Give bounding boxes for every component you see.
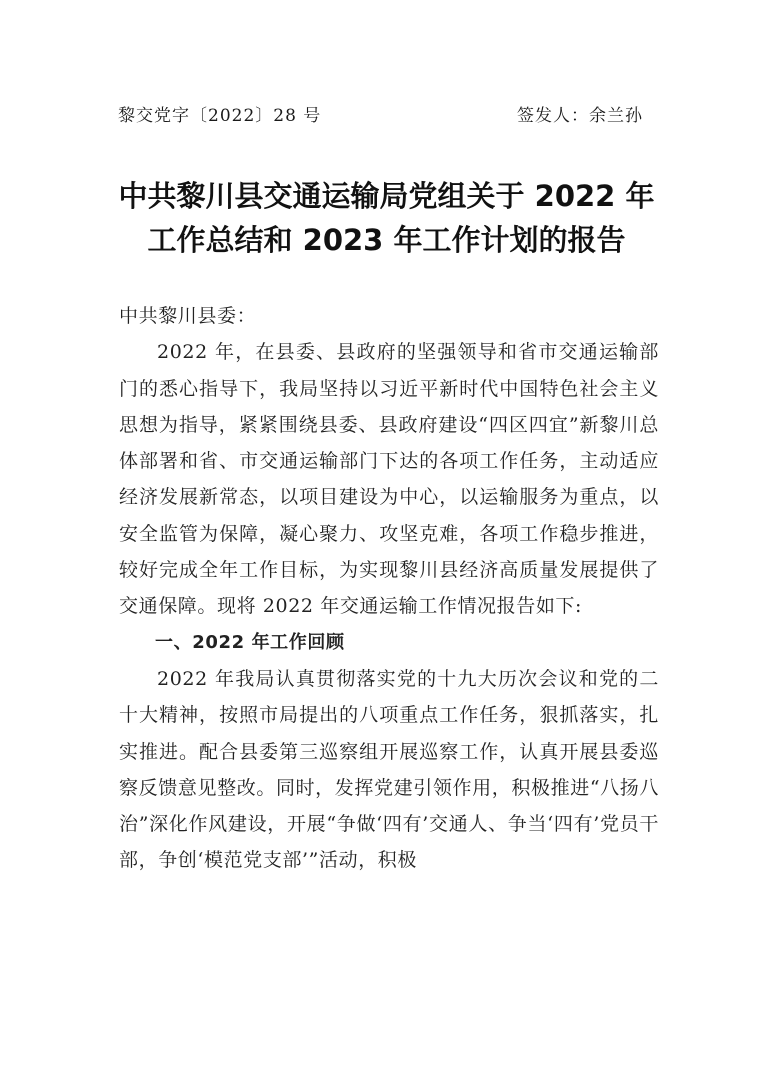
intro-paragraph: 2022 年，在县委、县政府的坚强领导和省市交通运输部门的悉心指导下，我局坚持以习近平新时代中国特色社会主义思想为指导，紧紧围绕县委、县政府建设“四区四宜”新黎川总体部署和省、市交通运输部门下达的各项工作任务，主动适应经济发展新常态，以项目建设为中心，以运输服务为重点，以安全监管为保障，凝心聚力、攻坚克难，各项工作稳步推进，较好完成全年工作目标，为实现黎川县经济高质量发展提供了交通保障。现将 2022 年交通运输工作情况报告如下: [119, 341, 659, 618]
document-body [119, 298, 659, 879]
document-signer: 签发人：余兰孙 [517, 106, 643, 126]
document-number: 黎交党字〔2022〕28 号 [118, 106, 322, 126]
section-heading-1: 一、2022 年工作回顾 [155, 631, 345, 653]
salutation: 中共黎川县委： [119, 305, 257, 327]
document-header [118, 101, 643, 131]
section-1-paragraph: 2022 年我局认真贯彻落实党的十九大历次会议和党的二十大精神，按照市局提出的八项重点工作任务，狠抓落实，扎实推进。配合县委第三巡察组开展巡察工作，认真开展县委巡察反馈意见整改。同时，发挥党建引领作用，积极推进“八扬八治”深化作风建设，开展“争做‘四有’交通人、争当‘四有’党员干部，争创‘模范党支部’”活动，积极 [119, 667, 659, 872]
title-line-1: 中共黎川县交通运输局党组关于 2022 年 [118, 179, 655, 213]
title-line-2: 工作总结和 2023 年工作计划的报告 [147, 223, 626, 257]
document-title [60, 174, 713, 262]
